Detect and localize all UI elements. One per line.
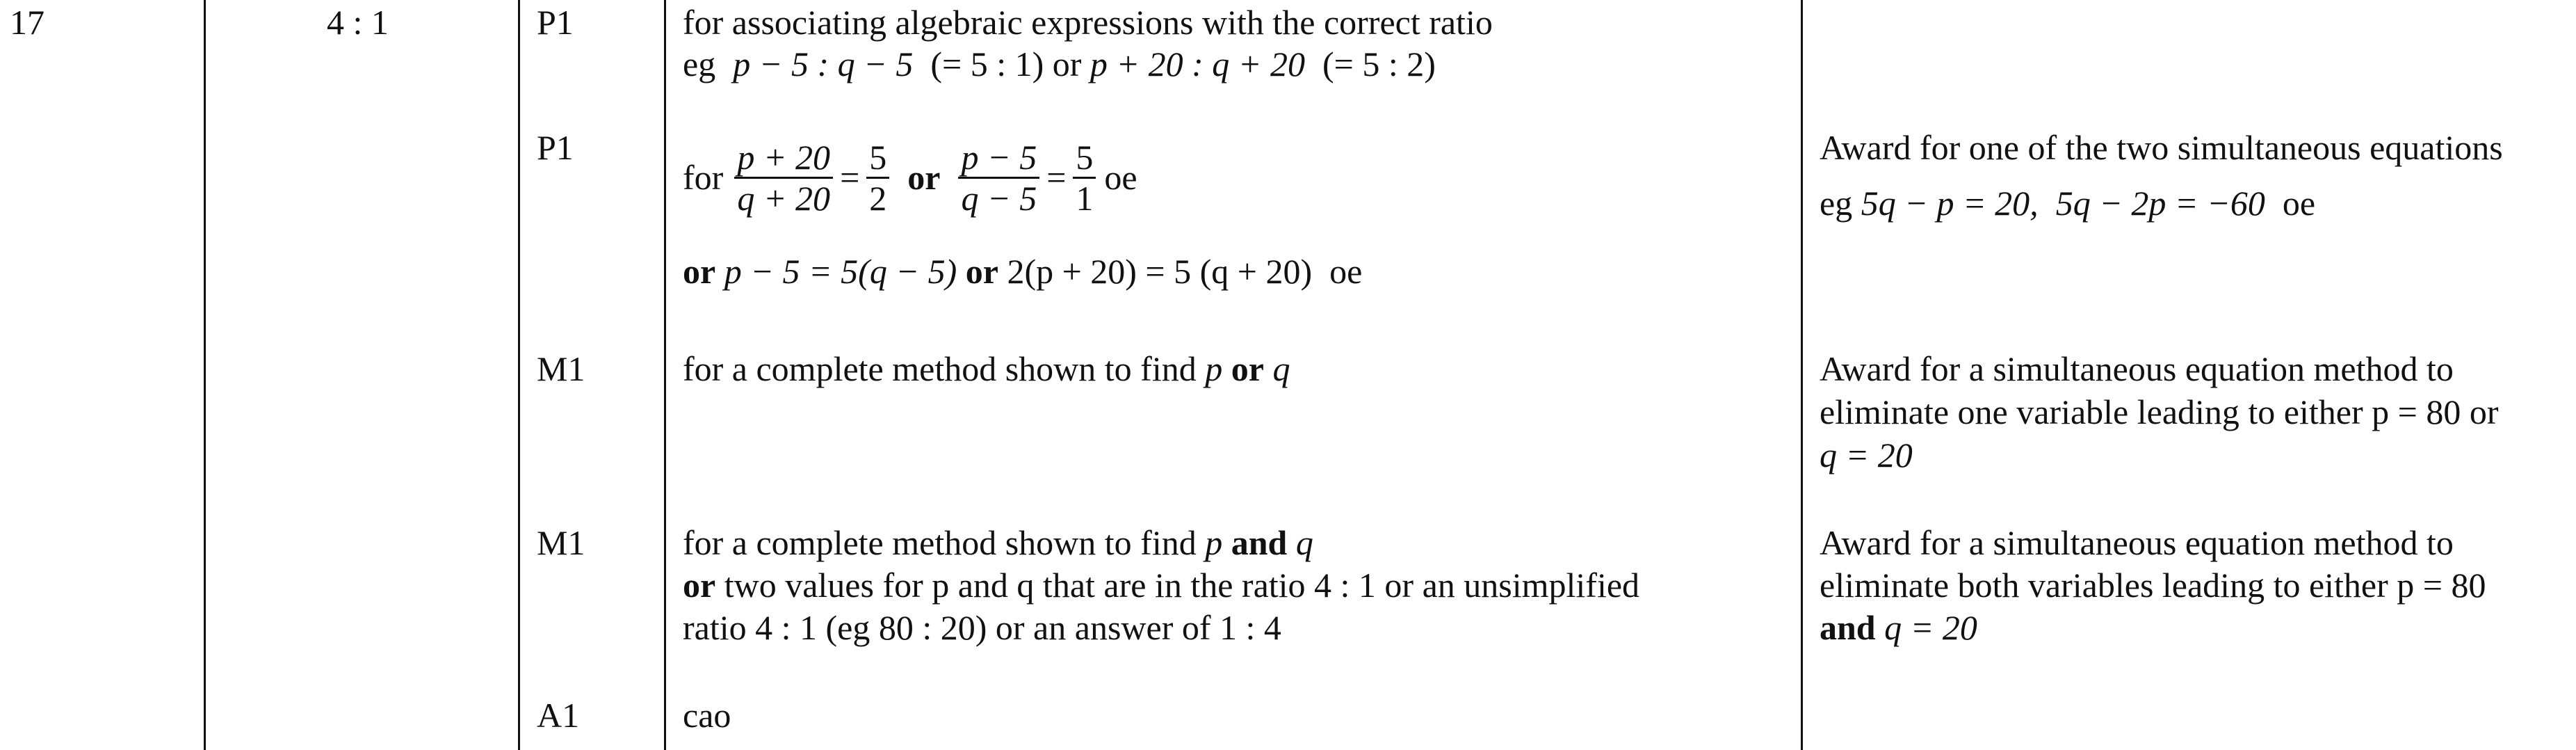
fraction-numerator: 5 <box>1076 137 1094 177</box>
or-word: or <box>1231 349 1264 388</box>
ratio-expression-1: p − 5 : q − 5 <box>733 45 914 83</box>
eg-label: eg <box>683 45 716 83</box>
fraction-denominator: q − 5 <box>958 177 1039 218</box>
working-row1-line1: for associating algebraic expressions with the correct ratio <box>683 3 1493 42</box>
fraction-5-over-2 <box>866 138 889 218</box>
ratio-expression-2: p + 20 : q + 20 <box>1089 45 1306 83</box>
column-divider-1 <box>204 0 206 750</box>
simultaneous-equation-1: 5q − p = 20, <box>1861 184 2039 223</box>
ratio-value-1: (= 5 : 1) <box>930 45 1044 83</box>
or-word: or <box>965 252 998 291</box>
variable-q: q <box>1272 349 1290 388</box>
mark-code-row2: P1 <box>537 128 574 167</box>
column-divider-3 <box>664 0 666 750</box>
fraction-5-over-1 <box>1073 138 1096 218</box>
or-word: or <box>683 566 716 605</box>
variable-p: p <box>1205 349 1223 388</box>
ratio-value-2: (= 5 : 2) <box>1322 45 1436 83</box>
working-text: for a complete method shown to find <box>683 349 1197 388</box>
notes-row4-line3 <box>1820 607 1977 648</box>
notes-row3-line2: eliminate one variable leading to either p = 80 or <box>1820 392 2499 431</box>
fraction-numerator: p + 20 <box>737 137 831 177</box>
notes-row4-line1: Award for a simultaneous equation method to <box>1820 523 2454 562</box>
fraction-p-minus-5-over-q-minus-5 <box>958 138 1039 218</box>
notes-row3-line3: q = 20 <box>1820 436 1913 474</box>
column-divider-2 <box>518 0 520 750</box>
fraction-numerator: p − 5 <box>961 137 1037 177</box>
value-q: q = 20 <box>1884 608 1977 647</box>
and-word: and <box>1820 608 1876 647</box>
and-word: and <box>1231 523 1288 562</box>
working-text: for a complete method shown to find <box>683 523 1197 562</box>
working-row4-line2 <box>683 564 1639 606</box>
mark-code-row4: M1 <box>537 523 585 562</box>
notes-row2-line2 <box>1820 182 2315 224</box>
or-word: or <box>1052 45 1082 83</box>
variable-q: q <box>1295 523 1313 562</box>
fraction-denominator: 1 <box>1073 177 1096 218</box>
equation-1: p − 5 = 5(q − 5) <box>724 252 957 291</box>
equals-sign: = <box>840 158 860 197</box>
working-row3-line1 <box>683 348 1290 390</box>
working-row4-line1 <box>683 522 1313 564</box>
simultaneous-equation-2: 5q − 2p = −60 <box>2055 184 2265 223</box>
equals-sign: = <box>1046 158 1067 197</box>
mark-code-row3: M1 <box>537 349 585 388</box>
working-row2-line3 <box>683 250 1362 292</box>
eg-label: eg <box>1820 184 1853 223</box>
for-word: for <box>683 158 724 197</box>
fraction-denominator: 2 <box>866 177 889 218</box>
mark-code-row1: P1 <box>537 3 574 42</box>
question-number: 17 <box>10 3 44 42</box>
notes-row4-line2: eliminate both variables leading to either p = 80 <box>1820 566 2486 605</box>
mark-code-row5: A1 <box>537 696 580 735</box>
variable-p: p <box>1205 523 1223 562</box>
working-row4-line3: ratio 4 : 1 (eg 80 : 20) or an answer of 1 : 4 <box>683 608 1281 647</box>
or-word: or <box>907 158 941 197</box>
notes-row2-line1: Award for one of the two simultaneous equations <box>1820 128 2503 167</box>
fraction-p-plus-20-over-q-plus-20 <box>734 138 833 218</box>
fraction-denominator: q + 20 <box>734 177 833 218</box>
notes-row3-line1: Award for a simultaneous equation method to <box>1820 349 2454 388</box>
oe-label: oe <box>2282 184 2316 223</box>
working-row1-line2 <box>683 43 1436 85</box>
oe-label: oe <box>1104 158 1137 197</box>
equation-2: 2(p + 20) = 5 (q + 20) <box>1007 252 1313 291</box>
answer-cell: 4 : 1 <box>327 3 389 42</box>
column-divider-4 <box>1801 0 1803 750</box>
working-row2-fractions <box>683 125 1137 230</box>
working-text: two values for p and q that are in the ratio 4 : 1 or an unsimplified <box>724 566 1640 605</box>
fraction-numerator: 5 <box>869 137 887 177</box>
oe-label: oe <box>1329 252 1363 291</box>
or-word: or <box>683 252 716 291</box>
working-row5: cao <box>683 696 731 735</box>
